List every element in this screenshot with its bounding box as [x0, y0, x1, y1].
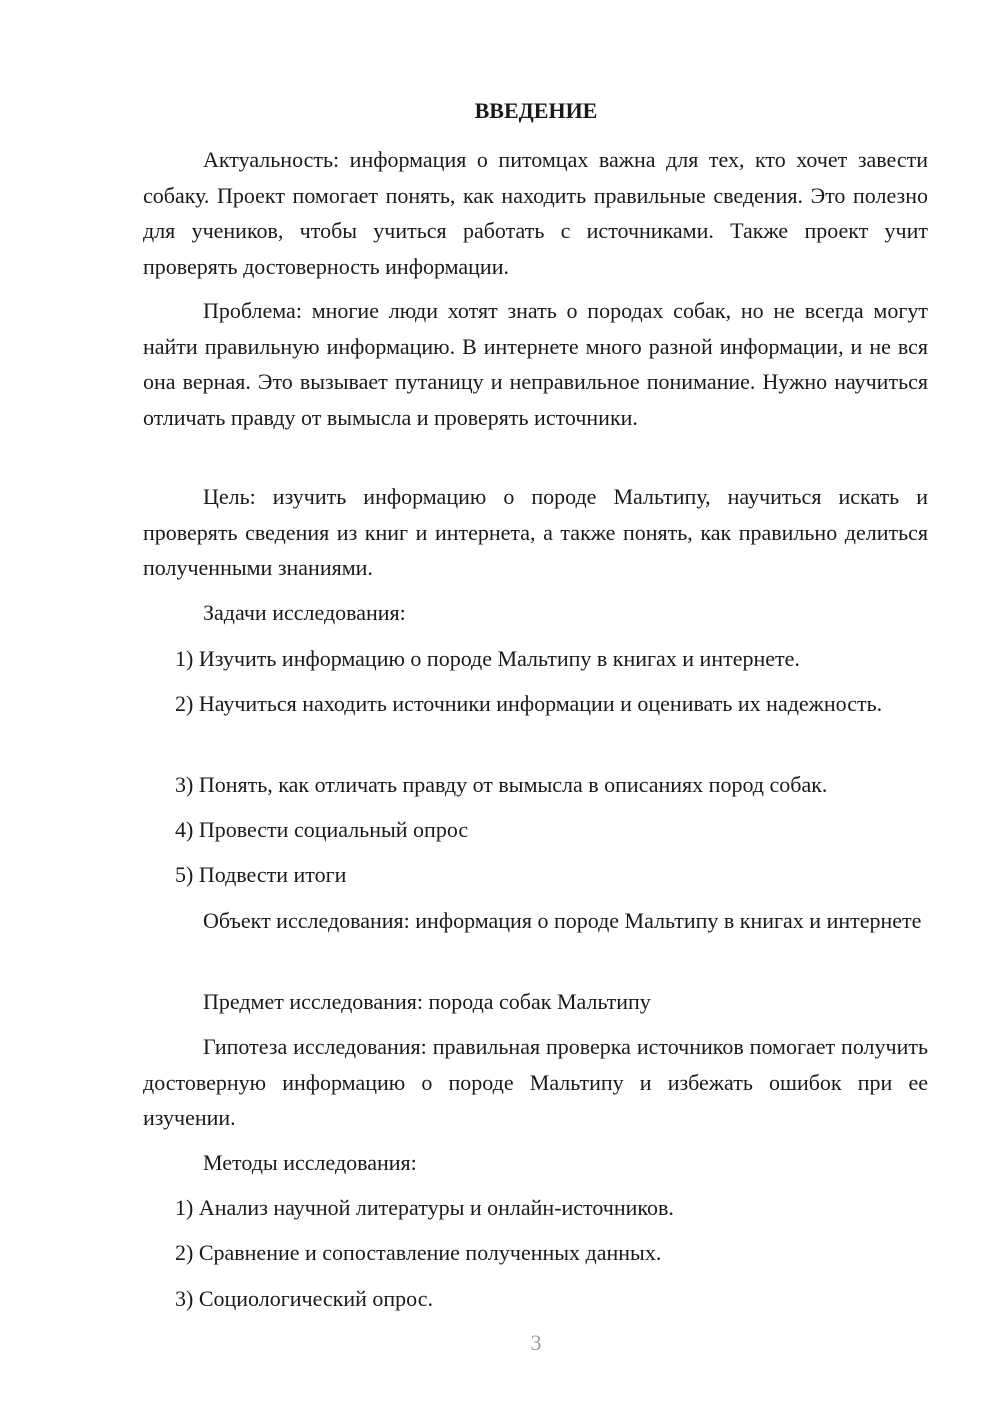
object-paragraph: Объект исследования: информация о породе Мальтипу в книгах и интернете: [203, 908, 922, 933]
task-item: 3) Понять, как отличать правду от вымысла в описаниях пород собак.: [175, 772, 828, 797]
relevance-paragraph: Актуальность: информация о питомцах важна для тех, кто хочет завести собаку. Проект помогает понять, как находить правильные сведения. Это полезно для учеников, чтобы учиться работать с источниками. Также проект учит проверять достоверность информации.: [143, 147, 928, 279]
methods-heading: Методы исследования:: [203, 1150, 417, 1175]
goal-paragraph: Цель: изучить информацию о породе Мальтипу, научиться искать и проверять сведения из книг и интернета, а также понять, как правильно делиться полученными знаниями.: [143, 484, 928, 580]
method-item-2-block: [143, 1235, 928, 1271]
problem-paragraph: Проблема: многие люди хотят знать о породах собак, но не всегда могут найти правильную информацию. В интернете много разной информации, и не вся она верная. Это вызывает путаницу и неправильное понимание. Нужно научиться отличать правду от вымысла и проверять источники.: [143, 298, 928, 430]
page-title: ВВЕДЕНИЕ: [474, 98, 598, 123]
method-item: 2) Сравнение и сопоставление полученных данных.: [175, 1240, 662, 1265]
method-item: 3) Социологический опрос.: [175, 1286, 433, 1311]
task-item: 2) Научиться находить источники информации и оценивать их надежность.: [175, 691, 883, 716]
task-item-2-block: [143, 686, 928, 722]
task-item-3-block: [143, 767, 928, 803]
page-number: 3: [530, 1330, 542, 1355]
task-item-5-block: [143, 857, 928, 893]
task-item-4-block: [143, 812, 928, 848]
subject-block: [143, 984, 928, 1020]
tasks-heading-block: [143, 595, 928, 631]
task-item: 4) Провести социальный опрос: [175, 817, 469, 842]
task-item: 1) Изучить информацию о породе Мальтипу в книгах и интернете.: [175, 646, 800, 671]
subject-paragraph: Предмет исследования: порода собак Мальтипу: [203, 989, 651, 1014]
method-item-1-block: [143, 1190, 928, 1226]
object-block: [143, 903, 928, 939]
tasks-heading: Задачи исследования:: [203, 600, 406, 625]
hypothesis-paragraph: Гипотеза исследования: правильная проверка источников помогает получить достоверную информацию о породе Мальтипу и избежать ошибок при ее изучении.: [143, 1034, 928, 1130]
task-item: 5) Подвести итоги: [175, 862, 347, 887]
task-item-1-block: [143, 641, 928, 677]
goal-block: [143, 479, 928, 586]
method-item: 1) Анализ научной литературы и онлайн-источников.: [175, 1195, 674, 1220]
relevance-block: [143, 142, 928, 284]
hypothesis-block: [143, 1029, 928, 1136]
methods-heading-block: [143, 1145, 928, 1181]
method-item-3-block: [143, 1281, 928, 1317]
problem-block: [143, 293, 928, 435]
